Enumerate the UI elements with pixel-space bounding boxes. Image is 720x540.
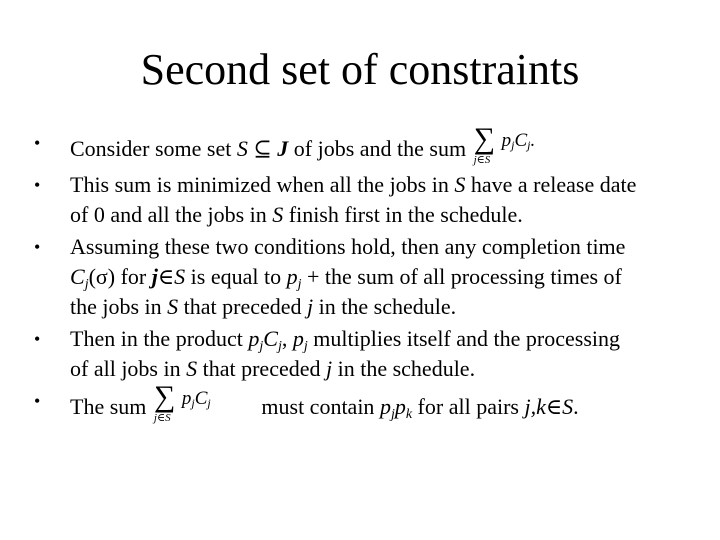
element-of-symbol: ∈ [545,394,563,419]
subscript: j [277,339,282,354]
bullet-icon: • [34,237,41,257]
subscript: j [191,396,195,410]
set-symbol: S [167,294,179,319]
bullet-item [30,122,702,168]
bullet-list [30,122,702,426]
text: The sum [70,394,147,419]
subscript: j [303,339,308,354]
sigma-icon: ∑ [473,122,495,155]
summation-limit: j∈S [153,412,171,424]
text: C [70,264,85,289]
bullet-line [70,380,702,426]
text: C [194,388,208,409]
summation-formula [153,380,254,426]
text: , [281,326,293,351]
bullet-item [30,170,702,230]
text: the jobs in [70,294,168,319]
text: Consider some set [70,136,237,161]
subset-symbol: ⊆ [247,136,278,161]
text: of all jobs in [70,356,187,381]
summation-term [182,388,211,410]
text: p [181,388,192,409]
set-symbol: J [277,136,289,161]
bullet-line [70,262,702,292]
bullet-icon: • [34,329,41,349]
text: p [501,130,512,151]
slide-title: Second set of constraints [140,45,580,94]
text: in the schedule. [332,356,476,381]
set-symbol: S [454,172,466,197]
sigma-icon: ∑ [153,380,176,413]
text: that preceded [178,294,308,319]
bullet-line [70,200,702,230]
text: of 0 and all the jobs in [70,202,273,227]
text: Then in the product [70,326,249,351]
text: j [307,294,314,319]
text: is equal to [185,264,287,289]
summation-limit: j∈S [473,154,491,166]
text: C [514,130,528,151]
subscript: k [405,407,413,422]
bullet-line [70,324,702,354]
text: ) [107,264,116,289]
text: + the sum of all processing times of [301,264,622,289]
bullet-item [30,380,702,426]
set-symbol: S [236,136,248,161]
set-symbol: S [272,202,284,227]
text: ( [88,264,96,289]
text: p [292,326,304,351]
subscript: j [390,407,395,422]
set-symbol: S [562,394,574,419]
set-symbol: S [186,356,198,381]
sigma-symbol: σ [95,264,108,289]
subscript: j [297,277,302,292]
summation-formula [473,122,554,168]
text: for all pairs [412,394,525,419]
element-of-symbol: ∈ [157,264,175,289]
text: for [115,264,152,289]
subscript: j [527,138,531,152]
text: . [573,394,579,419]
subscript: j [207,396,211,410]
subscript: j [511,138,515,152]
text: j [151,264,158,289]
text: in the schedule. [313,294,457,319]
text: have a release date [465,172,637,197]
summation-term [502,130,536,152]
text: This sum is minimized when all the jobs in [70,172,455,197]
subscript: j [84,277,89,292]
text: p [248,326,260,351]
text: finish first in the schedule. [283,202,523,227]
set-symbol: S [174,264,186,289]
text: C [263,326,278,351]
text: that preceded [197,356,326,381]
text: j [325,356,333,381]
bullet-item [30,324,702,384]
text: multiplies itself and the processing [307,326,620,351]
bullet-icon: • [34,391,41,411]
text: of jobs and the sum [288,136,467,161]
subscript: j [259,339,264,354]
bullet-line [70,170,702,200]
bullet-icon: • [34,133,41,153]
text: p [286,264,298,289]
text: p [379,394,391,419]
bullet-icon: • [34,175,41,195]
bullet-line [70,292,702,322]
text: p [394,394,406,419]
bullet-line: Assuming these two conditions hold, then any completion time [70,234,626,259]
bullet-item [30,232,702,322]
text: j,k [524,394,546,419]
text: . [530,130,536,151]
text: must contain [255,394,380,419]
bullet-line [70,122,702,168]
